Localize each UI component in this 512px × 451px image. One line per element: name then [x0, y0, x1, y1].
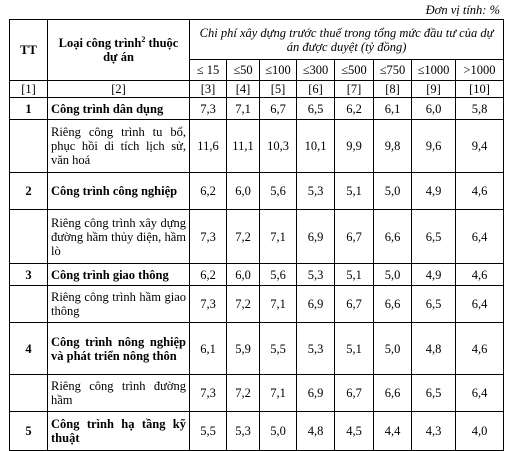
row-tt [10, 375, 48, 412]
row-value: 9,6 [412, 120, 456, 173]
header-bin: ≤100 [260, 60, 297, 81]
table-row [10, 412, 504, 451]
table-row [10, 264, 504, 286]
row-value: 4,6 [456, 264, 504, 286]
row-value: 10,3 [260, 120, 297, 173]
table-row [10, 210, 504, 264]
row-value: 6,4 [456, 210, 504, 264]
row-value: 6,1 [190, 323, 227, 375]
row-value: 10,1 [297, 120, 335, 173]
row-value: 7,1 [260, 286, 297, 323]
row-value: 6,7 [335, 375, 374, 412]
row-value: 6,6 [374, 375, 412, 412]
row-value: 7,3 [190, 98, 227, 120]
row-value: 5,9 [227, 323, 260, 375]
row-name: Công trình hạ tầng kỹ thuật [48, 412, 190, 451]
row-value: 4,4 [374, 412, 412, 451]
index-cell: [8] [374, 81, 412, 98]
index-cell: [9] [412, 81, 456, 98]
row-value: 4,9 [412, 264, 456, 286]
row-value: 6,5 [412, 286, 456, 323]
index-cell: [4] [227, 81, 260, 98]
row-value: 5,3 [297, 323, 335, 375]
row-value: 5,0 [374, 323, 412, 375]
row-value: 6,1 [374, 98, 412, 120]
table-row [10, 375, 504, 412]
row-value: 7,2 [227, 210, 260, 264]
row-value: 4,9 [412, 173, 456, 210]
row-value: 7,1 [260, 210, 297, 264]
row-name: Công trình giao thông [48, 264, 190, 286]
header-bin: ≤50 [227, 60, 260, 81]
row-tt: 3 [10, 264, 48, 286]
row-value: 4,8 [412, 323, 456, 375]
header-type [48, 20, 190, 81]
row-value: 4,6 [456, 173, 504, 210]
table-row [10, 120, 504, 173]
row-value: 6,7 [335, 286, 374, 323]
row-value: 6,0 [227, 264, 260, 286]
row-value: 5,1 [335, 173, 374, 210]
row-value: 7,3 [190, 286, 227, 323]
row-name: Công trình nông nghiệp và phát triển nông thôn [48, 323, 190, 375]
row-value: 6,2 [335, 98, 374, 120]
row-tt: 2 [10, 173, 48, 210]
table-row [10, 323, 504, 375]
header-tt: TT [10, 20, 48, 81]
row-tt: 4 [10, 323, 48, 375]
row-value: 5,0 [374, 264, 412, 286]
unit-label: Đơn vị tính: % [425, 3, 500, 17]
row-value: 6,7 [260, 98, 297, 120]
row-value: 6,6 [374, 286, 412, 323]
row-value: 7,2 [227, 286, 260, 323]
row-value: 5,5 [190, 412, 227, 451]
index-cell: [7] [335, 81, 374, 98]
header-bin: ≤750 [374, 60, 412, 81]
index-cell: [2] [48, 81, 190, 98]
row-name: Riêng công trình xây dựng đường hầm thủy điện, hầm lò [48, 210, 190, 264]
table-row [10, 173, 504, 210]
row-value: 5,0 [260, 412, 297, 451]
row-value: 7,3 [190, 210, 227, 264]
row-name: Công trình dân dụng [48, 98, 190, 120]
row-value: 11,6 [190, 120, 227, 173]
header-bin: ≤ 15 [190, 60, 227, 81]
row-value: 6,0 [412, 98, 456, 120]
row-name: Công trình công nghiệp [48, 173, 190, 210]
row-value: 9,8 [374, 120, 412, 173]
row-value: 9,9 [335, 120, 374, 173]
row-value: 6,2 [190, 264, 227, 286]
row-value: 5,3 [297, 264, 335, 286]
row-value: 6,5 [412, 375, 456, 412]
header-cost: Chi phí xây dựng trước thuế trong tổng mức đầu tư của dự án được duyệt (tỷ đồng) [190, 20, 504, 60]
row-value: 7,1 [227, 98, 260, 120]
cost-rate-table [9, 19, 504, 451]
row-tt: 1 [10, 98, 48, 120]
index-cell: [10] [456, 81, 504, 98]
row-value: 5,8 [456, 98, 504, 120]
row-value: 5,3 [227, 412, 260, 451]
row-value: 6,9 [297, 375, 335, 412]
row-value: 6,4 [456, 375, 504, 412]
table-row [10, 286, 504, 323]
row-value: 6,9 [297, 210, 335, 264]
row-value: 6,2 [190, 173, 227, 210]
row-value: 9,4 [456, 120, 504, 173]
header-bin: ≤500 [335, 60, 374, 81]
header-type-sup: 2 [141, 34, 146, 44]
row-value: 11,1 [227, 120, 260, 173]
row-value: 5,1 [335, 323, 374, 375]
row-name: Riêng công trình tu bổ, phục hồi di tích lịch sử, văn hoá [48, 120, 190, 173]
header-type-label: Loại công trình [58, 36, 142, 51]
index-cell: [3] [190, 81, 227, 98]
index-cell: [1] [10, 81, 48, 98]
header-bin: ≤1000 [412, 60, 456, 81]
row-value: 6,9 [297, 286, 335, 323]
row-value: 6,4 [456, 286, 504, 323]
row-value: 5,5 [260, 323, 297, 375]
row-tt: 5 [10, 412, 48, 451]
row-value: 6,5 [412, 210, 456, 264]
row-tt [10, 210, 48, 264]
row-value: 5,1 [335, 264, 374, 286]
row-value: 6,6 [374, 210, 412, 264]
index-cell: [6] [297, 81, 335, 98]
row-value: 4,5 [335, 412, 374, 451]
row-value: 5,6 [260, 173, 297, 210]
row-value: 7,2 [227, 375, 260, 412]
header-type-suffix: thuộc dự án [103, 36, 179, 65]
row-value: 5,6 [260, 264, 297, 286]
row-value: 7,3 [190, 375, 227, 412]
row-value: 7,1 [260, 375, 297, 412]
row-tt [10, 286, 48, 323]
table-row [10, 98, 504, 120]
row-value: 4,0 [456, 412, 504, 451]
row-value: 6,0 [227, 173, 260, 210]
row-name: Riêng công trình hầm giao thông [48, 286, 190, 323]
header-bin: >1000 [456, 60, 504, 81]
row-tt [10, 120, 48, 173]
row-value: 6,5 [297, 98, 335, 120]
header-bin: ≤300 [297, 60, 335, 81]
row-name: Riêng công trình đường hầm [48, 375, 190, 412]
row-value: 4,3 [412, 412, 456, 451]
row-value: 5,0 [374, 173, 412, 210]
row-value: 4,6 [456, 323, 504, 375]
row-value: 5,3 [297, 173, 335, 210]
index-cell: [5] [260, 81, 297, 98]
row-value: 6,7 [335, 210, 374, 264]
row-value: 4,8 [297, 412, 335, 451]
